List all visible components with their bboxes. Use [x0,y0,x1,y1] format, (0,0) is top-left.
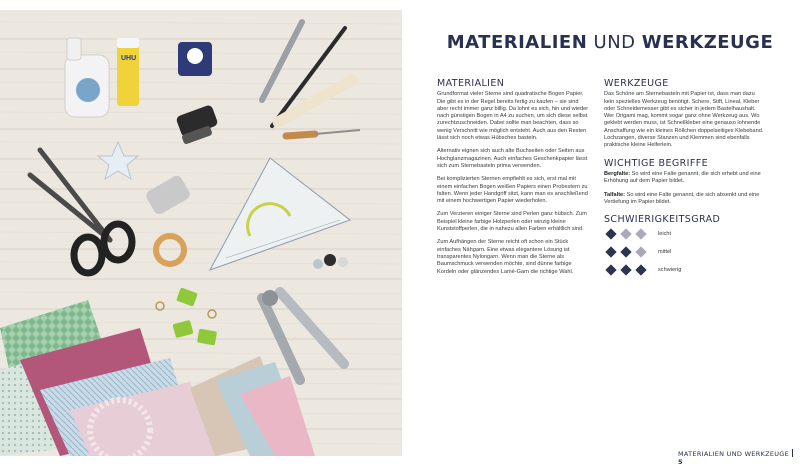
diamond-icon [620,265,631,276]
materials-photo [0,10,402,456]
difficulty-heading: SCHWIERIGKEITSGRAD [604,214,721,226]
difficulty-level-easy [604,230,764,238]
page-title [420,32,800,53]
difficulty-label: mittel [658,248,672,255]
difficulty-label: schwierig [658,266,682,273]
tools-paragraph: Das Schöne am Sternebasteln mit Papier ist, dass man dazu kein spezielles Werkzeug benötigt. Schere, Stift, Lineal, Kleber oder Schneidemesser gibt es sicher in jedem Bastelhaushalt. Wer Origami mag, kommt sogar ganz ohne Werkzeug aus. Wo geklebt werden muss, ist Schnellkleber eine genauso lohnende Anschaffung wie ein kleines Röllchen doppelseitiges Klebeband. Lochzangen, diverse Stanzen und Klemmen sind ebenfalls praktische kleine Helferlein. [604,91,764,149]
diamond-icon [635,265,646,276]
materials-column [437,80,589,282]
term-bergfalte [604,171,764,186]
difficulty-level-medium [604,248,764,256]
glue-stick [117,38,139,106]
diamond-icon [620,247,631,258]
craft-punch [178,42,212,76]
page-footer [678,449,800,466]
title-part-werkzeuge: WERKZEUGE [641,32,774,53]
tools-column [604,80,764,284]
difficulty-diamonds [604,230,652,238]
title-part-und: UND [593,32,636,53]
materials-paragraph: Zum Aufhängen der Sterne reicht oft schon ein Stück einfaches Nähgarn. Eine etwas elegantere Lösung ist transparentes Nylongarn. Wenn man die Sterne als Baumschmuck verwenden möchte, sind dünne farbige Kordeln oder glänzendes Lamé-Garn die richtige Wahl. [437,239,574,275]
terms-heading: WICHTIGE BEGRIFFE [604,157,708,169]
diamond-icon [605,247,616,258]
diamond-icon [620,229,631,240]
materials-paragraph: Grundformat vieler Sterne sind quadratische Bogen Papier. Die gibt es in der Regel bereits fertig zu kaufen – sie sind aber recht immer ganz billig. Da lohnt es sich, hin und wieder nach günstigen Bogen in A4 zu suchen, um sich diese selbst zurechtzuschneiden. Dabei sollte man beachten, dass so wenig Verschnitt wie möglich entsteht. Auch aus den Resten lässt sich noch etwas Hübsches basteln. [437,91,589,142]
footer-divider [792,449,793,457]
materials-heading: MATERIALIEN [437,78,505,89]
difficulty-diamonds [604,248,652,256]
term-text: So wird eine Falte genannt, die sich erhebt und eine Erhöhung auf dem Papier bildet. [604,170,761,185]
difficulty-level-hard [604,266,764,274]
materials-paragraph: Alternativ eignen sich auch alte Buchseiten oder Seiten aus Hochglanzmagazinen. Auch einfaches Geschenkpapier lässt sich zum Sternebasteln prima verwenden. [437,148,588,169]
page-number: 5 [678,458,683,466]
footer-section-title: MATERIALIEN UND WERKZEUGE [678,450,790,458]
materials-paragraph: Bei komplizierten Sternen empfiehlt es sich, erst mal mit einem einfachen Bogen weißen Papiers einen Probestern zu falten. Wenn jeder Handgriff sitzt, kann man es anschließend mit einem hochwertigen Papier wiederholen. [437,176,588,205]
diamond-icon [605,229,616,240]
diamond-icon [635,229,646,240]
title-part-materialien: MATERIALIEN [446,32,588,53]
difficulty-diamonds [604,266,652,274]
glue-stick-label: UHU [121,55,137,62]
tools-heading: WERKZEUGE [604,78,669,89]
diamond-icon [635,247,646,258]
materials-paragraph: Zum Verzieren einiger Sterne sind Perlen ganz hübsch. Zum Beispiel kleine farbige Holzperlen oder winzig kleine Kunststoffperlen, die in nahezu allen Farben erhältlich sind. [437,211,587,233]
term-label: Bergfalte: [604,170,631,177]
term-talfalte [604,192,764,207]
diamond-icon [605,265,616,276]
term-text: So wird eine Falte genannt, die sich absenkt und eine Vertiefung im Papier bildet. [604,191,760,205]
term-label: Talfalte: [604,191,626,198]
difficulty-label: leicht [658,230,672,237]
